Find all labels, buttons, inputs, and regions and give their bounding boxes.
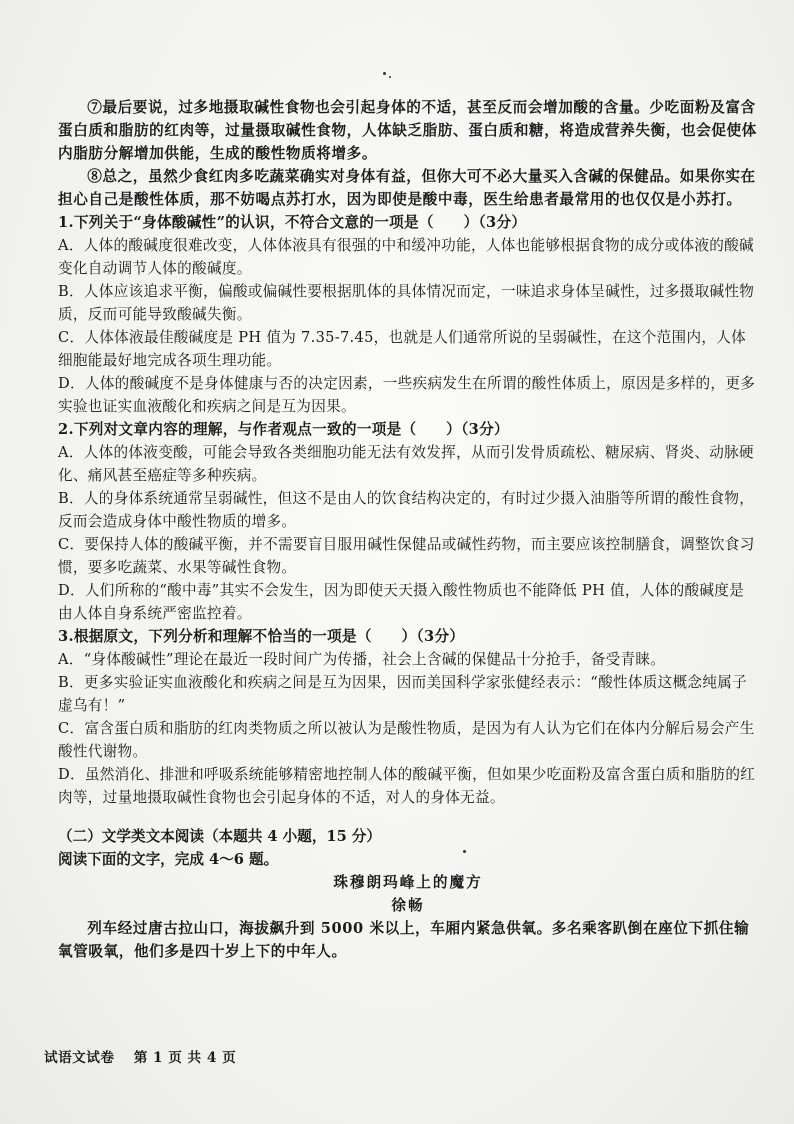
- page-content: [58, 96, 758, 963]
- question-stem: 3.根据原文，下列分析和理解不恰当的一项是（ ）（3分）: [58, 628, 465, 645]
- article-paragraph-8: ⑧总之，虽然少食红肉多吃蔬菜确实对身体有益，但你大可不必大量买入含碱的保健品。如果你实在担心自己是酸性体质，那不妨喝点苏打水，因为即使是酸中毒，医生给患者最常用的也仅仅是小苏打。: [58, 168, 756, 208]
- section-gap: [58, 809, 758, 825]
- option-a: A．人体的酸碱度很难改变，人体体液具有很强的中和缓冲功能，人体也能够根据食物的成分或体液的酸碱变化自动调节人体的酸碱度。: [58, 237, 754, 277]
- option-a: A．“身体酸碱性”理论在最近一段时间广为传播，社会上含碱的保健品十分抢手，备受青睐。: [58, 651, 666, 668]
- option-d: D．人体的酸碱度不是身体健康与否的决定因素，一些疾病发生在所谓的酸性体质上，原因是多样的，更多实验也证实血液酸化和疾病之间是互为因果。: [58, 375, 756, 415]
- option-b: B．人的身体系统通常呈弱碱性，但这不是由人的饮食结构决定的，有时过少摄入油脂等所谓的酸性食物，反而会造成身体中酸性物质的增多。: [58, 490, 755, 530]
- option-c: C．富含蛋白质和脂肪的红肉类物质之所以被认为是酸性物质，是因为有人认为它们在体内分解后易会产生酸性代谢物。: [58, 720, 755, 760]
- option-c: C．人体体液最佳酸碱度是 PH 值为 7.35-7.45，也就是人们通常所说的呈弱碱性，在这个范围内，人体细胞能最好地完成各项生理功能。: [58, 329, 747, 369]
- option-d: D．虽然消化、排泄和呼吸系统能够精密地控制人体的酸碱平衡，但如果少吃面粉及富含蛋白质和脂肪的红肉等，过量地摄取碱性食物也会引起身体的不适，对人的身体无益。: [58, 766, 756, 806]
- story-author: 徐畅: [391, 897, 425, 914]
- option-b: B．人体应该追求平衡，偏酸或偏碱性要根据肌体的具体情况而定，一味追求身体呈碱性，过多摄取碱性物质，反而可能导致酸碱失衡。: [58, 283, 755, 323]
- option-b: B．更多实验证实血液酸化和疾病之间是互为因果，因而美国科学家张健经表示：“酸性体质这概念纯属子虚乌有！”: [58, 674, 748, 714]
- footer-exam-name: 试语文试卷: [44, 1050, 115, 1066]
- article-paragraph-7: ⑦最后要说，过多地摄取碱性食物也会引起身体的不适，甚至反而会增加酸的含量。少吃面粉及富含蛋白质和脂肪的红肉等，过量摄取碱性食物，人体缺乏脂肪、蛋白质和糖，将造成营养失衡，也会促使体内脂肪分解增加供能，生成的酸性物质将增多。: [58, 99, 757, 162]
- footer-page-number: 第 1 页 共 4 页: [133, 1050, 237, 1066]
- scan-speck: [383, 72, 386, 75]
- question-stem: 1.下列关于“身体酸碱性”的认识，不符合文意的一项是（ ）（3分）: [58, 214, 527, 231]
- question-stem: 2.下列对文章内容的理解，与作者观点一致的一项是（ ）（3分）: [58, 421, 509, 438]
- option-d: D．人们所称的“酸中毒”其实不会发生，因为即使天天摄入酸性物质也不能降低 PH 值，人体的酸碱度是由人体自身系统严密监控着。: [58, 582, 745, 622]
- section-instruction: 阅读下面的文字，完成 4～6 题。: [58, 851, 279, 868]
- story-title: 珠穆朗玛峰上的魔方: [333, 874, 483, 891]
- section-title: （二）文学类文本阅读（本题共 4 小题，15 分）: [58, 828, 381, 845]
- question-1: [58, 211, 758, 418]
- question-3: [58, 625, 758, 809]
- option-a: A．人体的体液变酸，可能会导致各类细胞功能无法有效发挥，从而引发骨质疏松、糖尿病、肾炎、动脉硬化、痛风甚至癌症等多种疾病。: [58, 444, 754, 484]
- question-2: [58, 418, 758, 625]
- page-footer: [44, 1046, 250, 1066]
- scan-speck: [389, 76, 391, 78]
- story-paragraph: 列车经过唐古拉山口，海拔飙升到 5000 米以上，车厢内紧急供氧。多名乘客趴倒在座位下抓住输氧管吸氧，他们多是四十岁上下的中年人。: [58, 920, 750, 960]
- option-c: C．要保持人体的酸碱平衡，并不需要盲目服用碱性保健品或碱性药物，而主要应该控制膳食，调整饮食习惯，要多吃蔬菜、水果等碱性食物。: [58, 536, 755, 576]
